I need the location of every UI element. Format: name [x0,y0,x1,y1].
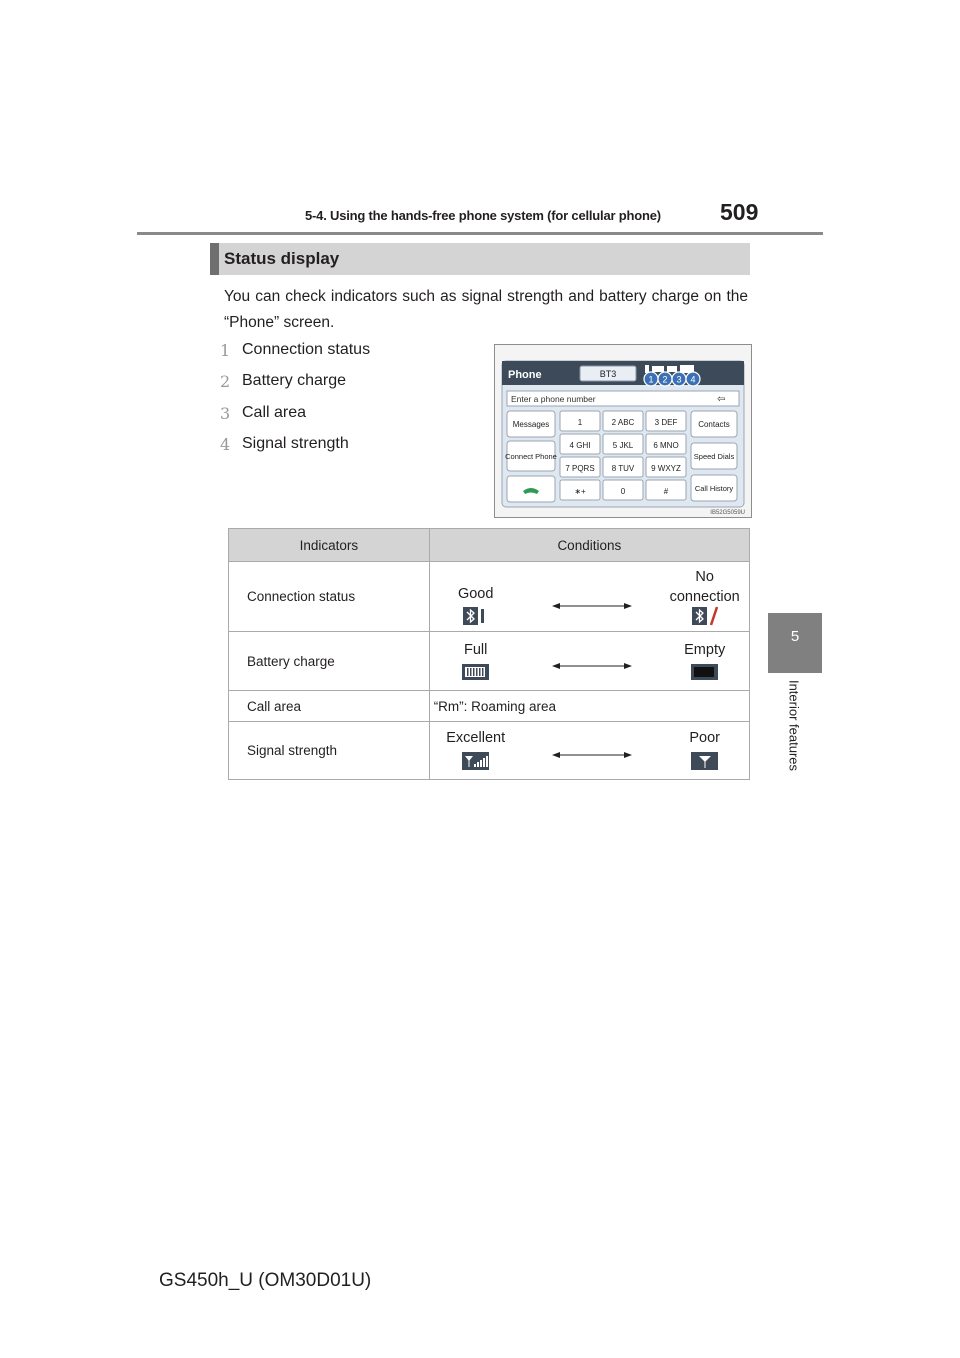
double-arrow-icon [552,661,632,671]
callout-label: Call area [242,404,307,421]
contacts-button-label: Contacts [698,420,730,429]
callout-number: 2 [220,372,231,391]
screen-callout-circle [672,372,686,386]
connect-phone-button-label: Connect Phone [505,452,557,461]
screen-callout-circle [644,372,658,386]
section-heading [210,243,750,275]
callout-label: Signal strength [242,435,349,452]
model-code-footer: GS450h_U (OM30D01U) [159,1270,372,1291]
keypad-key-label: 2 ABC [611,418,635,427]
table-row [229,632,750,691]
header-rule [137,232,823,235]
double-arrow-icon [552,750,632,760]
call-history-button-label: Call History [694,484,734,493]
table-cell-conditions: “Rm”: Roaming area [429,691,749,722]
signal-none-icon [690,751,720,771]
callout-label: Connection status [242,341,371,358]
svg-text:2: 2 [662,374,668,385]
phone-screen-svg [495,345,751,517]
table-header-conditions: Conditions [429,529,749,562]
intro-paragraph: You can check indicators such as signal strength and battery charge on the “Phone” screen. [224,288,748,331]
speed-dials-button-label: Speed Dials [693,452,735,461]
callout-number: 4 [220,435,231,454]
keypad-key-label: 1 [577,418,583,427]
table-cell-indicator: Battery charge [229,632,430,691]
table-cell-conditions [429,722,749,780]
keypad-key-label: 5 JKL [612,441,634,450]
table-cell-indicator: Connection status [229,562,430,632]
messages-button-label: Messages [512,420,550,429]
condition-empty-label: Empty [684,642,726,658]
table-row [229,722,750,780]
keypad-key-label: 7 PQRS [565,464,595,473]
backspace-icon: ⇦ [717,394,726,405]
svg-text:3: 3 [676,374,682,385]
signal-full-icon [461,751,491,771]
table-cell-conditions [429,632,749,691]
table-cell-conditions [429,562,749,632]
table-cell-indicator: Signal strength [229,722,430,780]
keypad-key-label: 8 TUV [611,464,635,473]
page-number: 509 [720,199,759,225]
keypad-key-label: ∗+ [574,487,586,496]
chapter-number: 5 [790,628,800,645]
condition-excellent-label: Excellent [446,730,506,746]
table-header-row [229,529,750,562]
condition-poor-label: Poor [689,730,720,746]
battery-full-icon [461,662,491,682]
double-arrow-icon [552,601,632,611]
condition-good-label: Good [457,586,494,602]
keypad-key-label: 9 WXYZ [651,464,681,473]
condition-full-label: Full [464,642,488,658]
running-header: 5-4. Using the hands-free phone system (for cellular phone) [305,208,661,223]
callout-number: 1 [220,341,231,360]
screen-title: Phone [508,369,542,381]
indicator-conditions-table [228,528,750,780]
phone-number-placeholder: Enter a phone number [511,394,596,404]
svg-text:4: 4 [690,374,696,385]
section-heading-text: Status display [224,249,340,268]
keypad-key-label: 3 DEF [654,418,678,427]
svg-text:1: 1 [648,374,654,385]
screen-callout-circle [658,372,672,386]
callout-label: Battery charge [242,372,347,389]
table-row [229,562,750,632]
table-row [229,691,750,722]
keypad-key-label: 0 [620,487,626,496]
keypad-key-label: 6 MNO [653,441,679,450]
table-cell-indicator: Call area [229,691,430,722]
table-header-indicators: Indicators [229,529,430,562]
bluetooth-disconnected-icon [690,606,720,626]
screen-callout-circle [686,372,700,386]
bluetooth-icon [461,606,491,626]
callout-number: 3 [220,404,231,423]
device-name: BT3 [599,369,617,379]
chapter-label: Interior features [786,679,802,772]
keypad-key-label: # [663,487,669,496]
phone-screen-illustration [494,344,752,518]
keypad-key-label: 4 GHI [569,441,591,450]
battery-empty-icon [690,662,720,682]
illustration-code: IB52G5059U [710,510,745,516]
condition-no-connection-label: No connection [669,569,740,605]
